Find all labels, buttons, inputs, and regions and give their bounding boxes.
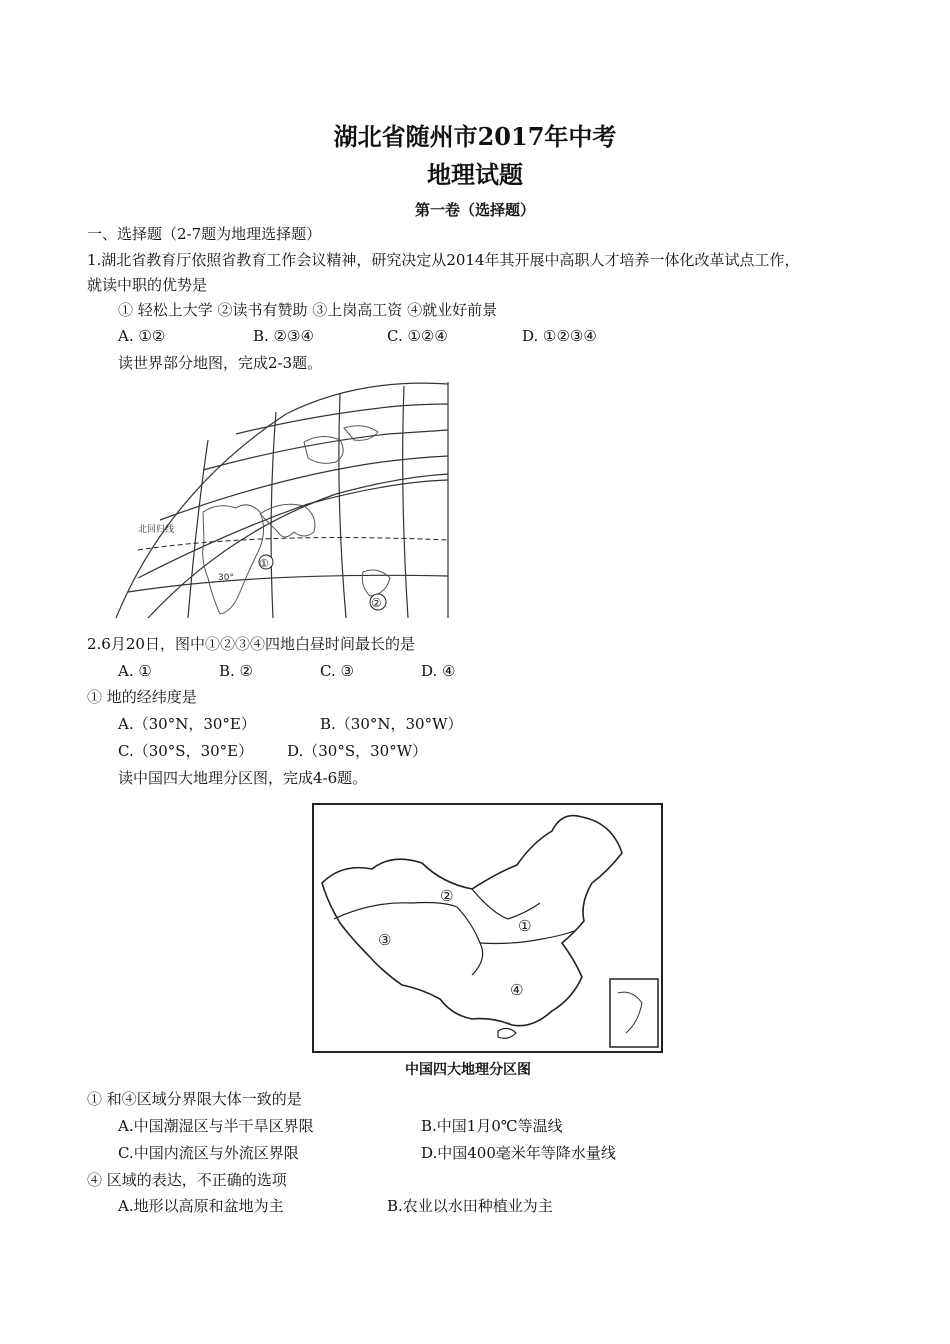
section-heading: 一、选择题（2-7题为地理选择题） bbox=[87, 225, 322, 243]
intro-4-6: 读中国四大地理分区图，完成4-6题。 bbox=[118, 769, 368, 787]
q5-stem: ④ 区域的表达，不正确的选项 bbox=[87, 1171, 287, 1189]
q1-option-c: C. ①②④ bbox=[387, 327, 448, 345]
q2-option-d: D. ④ bbox=[421, 662, 456, 680]
q4-option-c: C.中国内流区与外流区界限 bbox=[118, 1144, 299, 1162]
q1-option-d: D. ①②③④ bbox=[522, 327, 597, 345]
q2-option-a: A. ① bbox=[118, 662, 152, 680]
q4-option-d: D.中国400毫米年等降水量线 bbox=[421, 1144, 616, 1162]
q2-option-c: C. ③ bbox=[320, 662, 354, 680]
q2-stem: 2.6月20日，图中①②③④四地白昼时间最长的是 bbox=[87, 635, 415, 653]
china-map-caption: 中国四大地理分区图 bbox=[405, 1062, 531, 1078]
q1-items: ① 轻松上大学 ②读书有赞助 ③上岗高工资 ④就业好前景 bbox=[118, 301, 498, 319]
intro-2-3: 读世界部分地图，完成2-3题。 bbox=[118, 354, 323, 372]
q3-option-a: A.（30°N，30°E） bbox=[118, 715, 256, 733]
china-map-figure bbox=[312, 803, 664, 1055]
china-region-2: ② bbox=[440, 887, 454, 905]
china-region-1: ① bbox=[518, 917, 532, 935]
q1-option-b: B. ②③④ bbox=[253, 327, 314, 345]
page-subtitle: 地理试题 bbox=[427, 160, 523, 189]
q1-stem-line2: 就读中职的优势是 bbox=[87, 276, 208, 294]
q4-option-b: B.中国1月0℃等温线 bbox=[421, 1117, 563, 1135]
q3-option-b: B.（30°N，30°W） bbox=[320, 715, 463, 733]
q3-option-c: C.（30°S，30°E） bbox=[118, 742, 254, 760]
map-label-lat: 30° bbox=[218, 573, 234, 583]
world-map-figure bbox=[108, 382, 453, 618]
q5-option-b: B.农业以水田种植业为主 bbox=[387, 1197, 553, 1215]
map-point-1: ① bbox=[259, 557, 269, 570]
china-region-3: ③ bbox=[378, 931, 392, 949]
q1-stem-line1: 1.湖北省教育厅依照省教育工作会议精神，研究决定从2014年其开展中高职人才培养一体化改革试点工作， bbox=[87, 251, 800, 269]
part-heading: 第一卷（选择题） bbox=[414, 201, 535, 219]
q1-option-a: A. ①② bbox=[118, 327, 166, 345]
map-point-2: ② bbox=[371, 596, 382, 610]
q2-option-b: B. ② bbox=[219, 662, 254, 680]
china-region-4: ④ bbox=[510, 981, 524, 999]
q5-option-a: A.地形以高原和盆地为主 bbox=[118, 1197, 284, 1215]
q4-option-a: A.中国潮湿区与半干旱区界限 bbox=[118, 1117, 314, 1135]
q3-option-d: D.（30°S，30°W） bbox=[287, 742, 428, 760]
page-title: 湖北省随州市2017年中考 bbox=[333, 122, 617, 151]
q4-stem: ① 和④区域分界限大体一致的是 bbox=[87, 1090, 302, 1108]
map-label-tropic: 北回归线 bbox=[138, 525, 175, 535]
q3-stem: ① 地的经纬度是 bbox=[87, 688, 197, 706]
